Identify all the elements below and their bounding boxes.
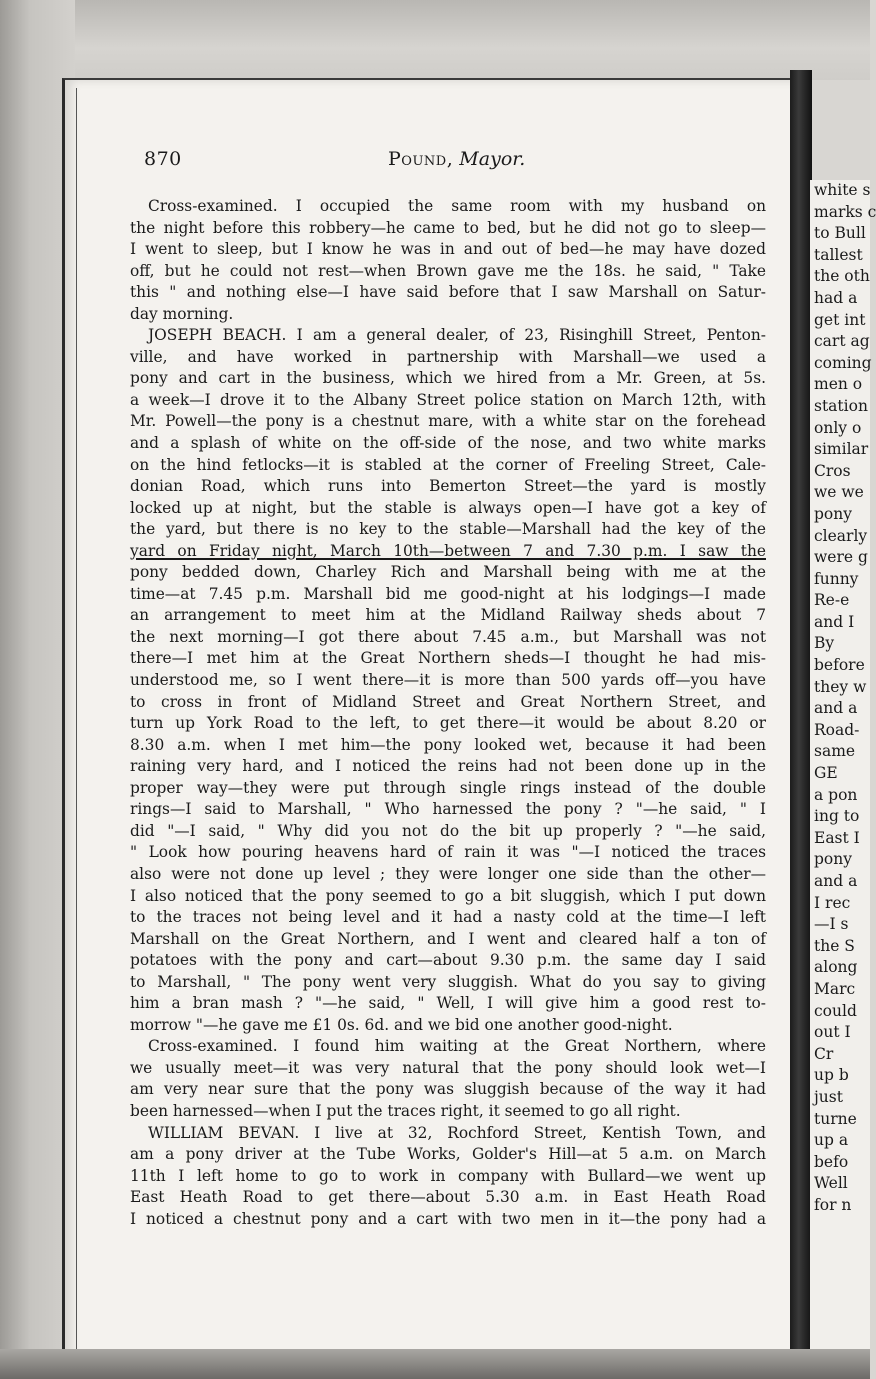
facing-page-line: clearly	[814, 526, 868, 545]
facing-page-line: station	[814, 396, 868, 415]
text-line: Mr. Powell—the pony is a chestnut mare, with a white star on the forehead	[130, 412, 766, 431]
running-head	[388, 148, 525, 170]
facing-page-line: and I	[814, 612, 855, 631]
facing-page-line: they w	[814, 677, 867, 696]
page-header	[138, 148, 778, 172]
scan-background-top	[0, 0, 870, 80]
facing-page-line: a pon	[814, 785, 858, 804]
text-line: also were not done up level ; they were longer one side than the other—	[130, 864, 766, 883]
text-line: WILLIAM BEVAN. I live at 32, Rochford Street, Kentish Town, and	[148, 1123, 766, 1142]
text-line: Cross-examined. I occupied the same room with my husband on	[148, 197, 766, 215]
facing-page-line: were g	[814, 548, 868, 567]
text-line: this " and nothing else—I have said before that I saw Marshall on Satur-	[130, 283, 766, 302]
book-gutter	[790, 70, 812, 1370]
text-line: understood me, so I went there—it is more than 500 yards off—you have	[130, 671, 766, 690]
facing-page-line: tallest	[814, 245, 863, 264]
facing-page-line: turne	[814, 1109, 857, 1128]
text-line: the yard, but there is no key to the stable—Marshall had the key of the	[130, 520, 766, 539]
text-line: there—I met him at the Great Northern sheds—I thought he had mis-	[130, 649, 766, 668]
text-line: 11th I left home to go to work in company with Bullard—we went up	[130, 1166, 766, 1185]
text-line: am a pony driver at the Tube Works, Golder's Hill—at 5 a.m. on March	[130, 1145, 766, 1164]
text-line: ville, and have worked in partnership with Marshall—we used a	[130, 347, 766, 366]
facing-page-line: get int	[814, 310, 866, 329]
facing-page-line: before	[814, 656, 865, 675]
facing-page-line: East I	[814, 828, 860, 847]
facing-page-line: up a	[814, 1131, 849, 1150]
text-line: the night before this robbery—he came to bed, but he did not go to sleep—	[130, 218, 766, 237]
page-inner-rule	[76, 88, 77, 1358]
facing-page-line: had a	[814, 288, 858, 307]
facing-page-line: up b	[814, 1066, 849, 1085]
facing-page-line: pony	[814, 850, 852, 869]
text-line: day morning.	[130, 304, 234, 323]
text-line: Marshall on the Great Northern, and I went and cleared half a ton of	[130, 929, 766, 948]
facing-page-line: similar	[814, 440, 869, 459]
text-line: am very near sure that the pony was sluggish because of the way it had	[130, 1080, 766, 1099]
facing-page-line: marks c	[814, 202, 876, 221]
text-line: rings—I said to Marshall, " Who harnessed the pony ? "—he said, " I	[130, 800, 766, 819]
text-line: on the hind fetlocks—it is stabled at the corner of Freeling Street, Cale-	[130, 455, 766, 474]
text-line: pony and cart in the business, which we hired from a Mr. Green, at 5s.	[130, 369, 766, 388]
text-line: pony bedded down, Charley Rich and Marshall being with me at the	[130, 563, 766, 582]
facing-page-line: ing to	[814, 807, 860, 826]
facing-page-fragment	[810, 180, 876, 1360]
text-line: we usually meet—it was very natural that the pony should look wet—I	[130, 1058, 766, 1077]
text-line-underlined: yard on Friday night, March 10th—between 7 and 7.30 p.m. I saw the	[130, 541, 766, 560]
facing-page-line: just	[814, 1087, 843, 1106]
facing-page-line: to Bull	[814, 224, 866, 243]
text-line: 8.30 a.m. when I met him—the pony looked wet, because it had been	[130, 735, 766, 754]
text-line: morrow "—he gave me £1 0s. 6d. and we bid one another good-night.	[130, 1015, 673, 1034]
text-line: proper way—they were put through single rings instead of the double	[130, 778, 766, 797]
text-line: locked up at night, but the stable is always open—I have got a key of	[130, 498, 766, 517]
text-line: I went to sleep, but I know he was in and out of bed—he may have dozed	[130, 240, 766, 259]
facing-page-line: funny	[814, 569, 859, 588]
facing-page-line: out I	[814, 1023, 851, 1042]
text-line: donian Road, which runs into Bemerton Street—the yard is mostly	[130, 477, 766, 496]
text-line: off, but he could not rest—when Brown gave me the 18s. he said, " Take	[130, 261, 766, 280]
facing-page-line: same	[814, 742, 856, 761]
running-head-title: Mayor.	[459, 148, 526, 170]
text-line: did "—I said, " Why did you not do the bit up properly ? "—he said,	[130, 821, 766, 840]
facing-page-line: and a	[814, 872, 858, 890]
text-line: the next morning—I got there about 7.45 a.m., but Marshall was not	[130, 627, 766, 646]
facing-page-line: men o	[814, 375, 863, 394]
text-line: him a bran mash ? "—he said, " Well, I will give him a good rest to-	[130, 994, 766, 1013]
facing-page-line: cart ag	[814, 332, 870, 351]
facing-page-line: the S	[814, 936, 855, 955]
text-line: to cross in front of Midland Street and Great Northern Street, and	[130, 692, 766, 711]
facing-page-line: pony	[814, 504, 852, 523]
text-line: time—at 7.45 p.m. Marshall bid me good-night at his lodgings—I made	[130, 584, 766, 603]
facing-page-line: Re-e	[814, 591, 850, 610]
text-line: East Heath Road to get there—about 5.30 a.m. in East Heath Road	[130, 1188, 766, 1207]
text-line: " Look how pouring heavens hard of rain it was "—I noticed the traces	[130, 843, 766, 862]
facing-page-line: we we	[814, 483, 864, 502]
scan-background-bottom	[0, 1349, 870, 1379]
text-line: potatoes with the pony and cart—about 9.30 p.m. the same day I said	[130, 951, 766, 970]
facing-page-line: Cr	[814, 1044, 834, 1063]
text-line: and a splash of white on the off-side of the nose, and two white marks	[130, 434, 766, 453]
facing-page-line: coming	[814, 353, 872, 372]
facing-page-line: along	[814, 958, 858, 977]
facing-page-line: Cros	[814, 461, 851, 480]
text-line: been harnessed—when I put the traces right, it seemed to go all right.	[130, 1101, 681, 1120]
facing-page-line: white s	[814, 181, 871, 199]
running-head-name: Pound,	[388, 148, 454, 170]
text-line: to the traces not being level and it had a nasty cold at the time—I left	[130, 908, 766, 927]
text-line: raining very hard, and I noticed the reins had not been done up in the	[130, 757, 766, 776]
text-line: JOSEPH BEACH. I am a general dealer, of 23, Risinghill Street, Penton-	[148, 326, 766, 345]
text-line: I noticed a chestnut pony and a cart with two men in it—the pony had a	[130, 1209, 766, 1228]
page-number: 870	[144, 148, 182, 170]
text-line: a week—I drove it to the Albany Street police station on March 12th, with	[130, 390, 766, 409]
facing-page-line: and a	[814, 699, 858, 718]
facing-page-line: I rec	[814, 893, 851, 912]
text-line: Cross-examined. I found him waiting at the Great Northern, where	[148, 1037, 766, 1056]
facing-page-line: —I s	[814, 915, 849, 934]
facing-page-line: GE	[814, 764, 838, 783]
facing-page-line: Well	[814, 1174, 848, 1193]
facing-page-line: By	[814, 634, 835, 653]
facing-page-line: only o	[814, 418, 862, 437]
text-line: I also noticed that the pony seemed to go a bit sluggish, which I put down	[130, 886, 766, 905]
text-line: an arrangement to meet him at the Midland Railway sheds about 7	[130, 606, 766, 625]
facing-page-line: could	[814, 1001, 857, 1020]
text-line: to Marshall, " The pony went very sluggish. What do you say to giving	[130, 972, 766, 991]
facing-page-line: Road-	[814, 720, 860, 739]
text-line: turn up York Road to the left, to get there—it would be about 8.20 or	[130, 714, 766, 733]
facing-page-line: befo	[814, 1152, 849, 1171]
facing-page-line: Marc	[814, 979, 856, 998]
facing-page-line: for n	[814, 1195, 852, 1214]
body-text	[130, 196, 766, 1230]
facing-page-line: the oth	[814, 267, 870, 286]
